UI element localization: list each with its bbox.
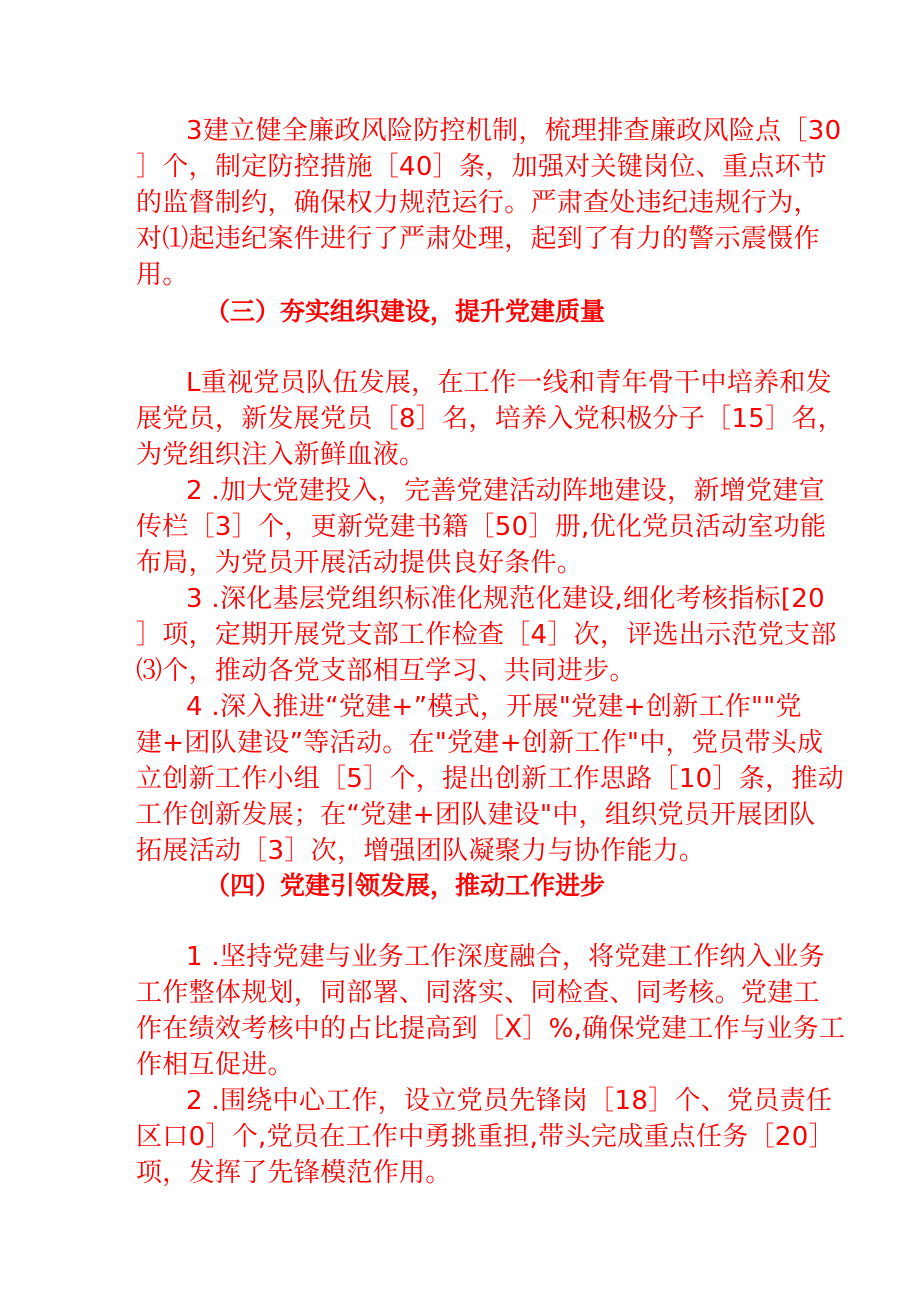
- text-line: 拓展活动［3］次，增强团队凝聚力与协作能力。: [136, 836, 706, 866]
- text-line: 1 .坚持党建与业务工作深度融合，将党建工作纳入业务: [186, 942, 825, 972]
- text-line: 用。: [136, 260, 189, 290]
- text-line: 2 .围绕中心工作，设立党员先锋岗［18］个、党员责任: [186, 1086, 833, 1116]
- text-line: 的监督制约，确保权力规范运行。严肃查处违纪违规行为，: [136, 188, 820, 218]
- text-line: 3 .深化基层党组织标准化规范化建设,细化考核指标[20: [186, 584, 825, 614]
- text-line: 4 .深入推进“党建+”模式，开展"党建+创新工作""党: [186, 692, 802, 722]
- text-line: 布局，为党员开展活动提供良好条件。: [136, 548, 584, 578]
- text-line: 工作创新发展；在“党建+团队建设"中，组织党员开展团队: [136, 800, 816, 830]
- text-line: ］个，制定防控措施［40］条，加强对关键岗位、重点环节: [136, 152, 828, 182]
- text-line: 2 .加大党建投入，完善党建活动阵地建设，新增党建宣: [186, 476, 825, 506]
- text-line: 建+团队建设”等活动。在"党建+创新工作"中，党员带头成: [136, 728, 824, 758]
- text-line: 传栏［3］个，更新党建书籍［50］册,优化党员活动室功能: [136, 512, 827, 542]
- text-line: 展党员，新发展党员［8］名，培养入党积极分子［15］名，: [136, 404, 845, 434]
- section-heading-4: （四）党建引领发展，推动工作进步: [205, 871, 606, 900]
- section-heading-3: （三）夯实组织建设，提升党建质量: [205, 297, 606, 326]
- text-line: 项，发挥了先锋模范作用。: [136, 1158, 452, 1188]
- text-line: ］项，定期开展党支部工作检查［4］次，评选出示范党支部: [136, 620, 837, 650]
- text-line: 作在绩效考核中的占比提高到［X］%,确保党建工作与业务工: [136, 1014, 846, 1044]
- text-line: 为党组织注入新鲜血液。: [136, 440, 426, 470]
- text-line: 区口0］个,党员在工作中勇挑重担,带头完成重点任务［20］: [136, 1122, 835, 1152]
- text-line: L重视党员队伍发展，在工作一线和青年骨干中培养和发: [186, 368, 832, 398]
- text-line: 对⑴起违纪案件进行了严肃处理，起到了有力的警示震慑作: [136, 224, 820, 254]
- text-line: 立创新工作小组［5］个，提出创新工作思路［10］条，推动: [136, 764, 845, 794]
- text-line: 作相互促进。: [136, 1050, 294, 1080]
- text-line: ⑶个，推动各党支部相互学习、共同进步。: [136, 656, 636, 686]
- text-line: 工作整体规划，同部署、同落实、同检查、同考核。党建工: [136, 978, 820, 1008]
- text-line: 3建立健全廉政风险防控机制，梳理排查廉政风险点［30: [186, 116, 842, 146]
